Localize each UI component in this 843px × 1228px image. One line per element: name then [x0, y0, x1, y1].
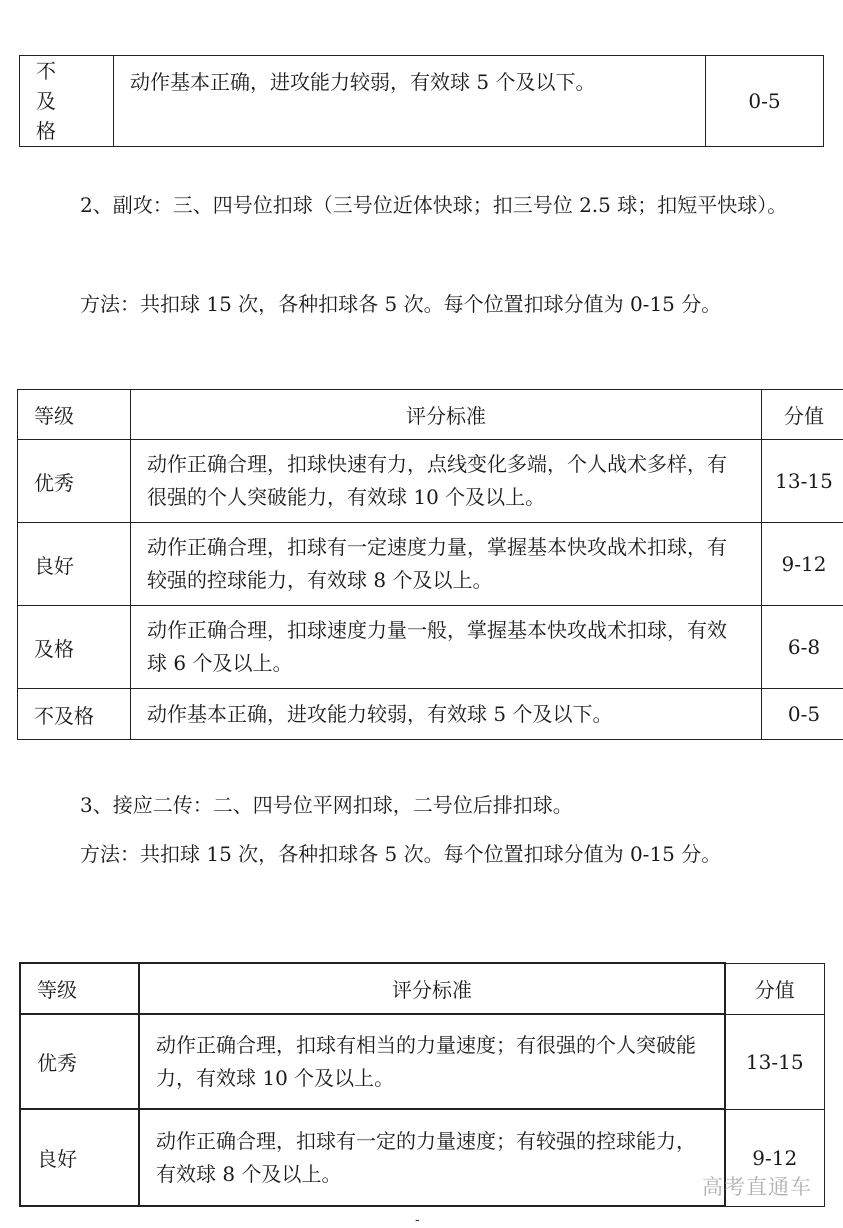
grade-cell: 不及格: [18, 689, 131, 740]
section2-grade-table: [17, 389, 843, 740]
grade-cell: 优秀: [20, 1014, 139, 1109]
score-cell: 9-12: [725, 1109, 824, 1206]
header-criteria: 评分标准: [131, 390, 762, 440]
section3-heading-text: 3、接应二传：二、四号位平网扣球，二号位后排扣球。: [80, 793, 573, 817]
header-score: 分值: [762, 390, 843, 440]
grade-cell: 良好: [18, 523, 131, 606]
score-cell: 6-8: [762, 606, 843, 689]
header-score: 分值: [725, 963, 824, 1014]
criteria-cell: 动作正确合理，扣球有相当的力量速度；有很强的个人突破能力，有效球 10 个及以上。: [139, 1014, 725, 1109]
score-cell: [706, 56, 824, 147]
grade-cell: [20, 56, 114, 147]
page-number: -: [415, 1212, 420, 1228]
table-header-row: [20, 963, 824, 1014]
header-grade: 等级: [20, 963, 139, 1014]
header-grade: 等级: [18, 390, 131, 440]
score-cell: 13-15: [762, 440, 843, 523]
watermark-text: 高考直通车: [702, 1171, 812, 1201]
criteria-cell: [114, 56, 706, 147]
grade-cell: 良好: [20, 1109, 139, 1206]
grade-text: 不 及 格: [36, 59, 62, 143]
criteria-text: 动作基本正确，进攻能力较弱，有效球 5 个及以下。: [130, 70, 595, 94]
section2-heading-text: 2、副攻：三、四号位扣球（三号位近体快球；扣三号位 2.5 球；扣短平快球）。: [80, 193, 787, 217]
table-row: [18, 440, 843, 523]
section3-heading: [28, 780, 818, 830]
criteria-cell: 动作正确合理，扣球有一定速度力量，掌握基本快攻战术扣球，有较强的控球能力，有效球 8 个及以上。: [131, 523, 762, 606]
header-criteria: 评分标准: [139, 963, 725, 1014]
criteria-cell: 动作正确合理，扣球快速有力，点线变化多端，个人战术多样，有很强的个人突破能力，有效球 10 个及以上。: [131, 440, 762, 523]
table-row: [18, 523, 843, 606]
score-cell: 9-12: [762, 523, 843, 606]
grade-cell: 优秀: [18, 440, 131, 523]
criteria-cell: 动作基本正确，进攻能力较弱，有效球 5 个及以下。: [131, 689, 762, 740]
section2-method-text: 方法：共扣球 15 次，各种扣球各 5 次。每个位置扣球分值为 0-15 分。: [80, 292, 721, 316]
score-text: 0-5: [748, 89, 780, 113]
grade-cell: 及格: [18, 606, 131, 689]
score-cell: 0-5: [762, 689, 843, 740]
table-header-row: [18, 390, 843, 440]
top-grade-table: [19, 55, 824, 147]
section3-method-text: 方法：共扣球 15 次，各种扣球各 5 次。每个位置扣球分值为 0-15 分。: [80, 842, 721, 866]
section2-heading: [28, 180, 818, 230]
score-cell: 13-15: [725, 1014, 824, 1109]
table-row: [18, 689, 843, 740]
section2-method: [28, 279, 818, 329]
table-row: [20, 1014, 824, 1109]
section3-method: [28, 829, 818, 879]
table-row: [20, 56, 824, 147]
criteria-cell: 动作正确合理，扣球速度力量一般，掌握基本快攻战术扣球，有效球 6 个及以上。: [131, 606, 762, 689]
criteria-cell: 动作正确合理，扣球有一定的力量速度；有较强的控球能力，有效球 8 个及以上。: [139, 1109, 725, 1206]
table-row: [18, 606, 843, 689]
